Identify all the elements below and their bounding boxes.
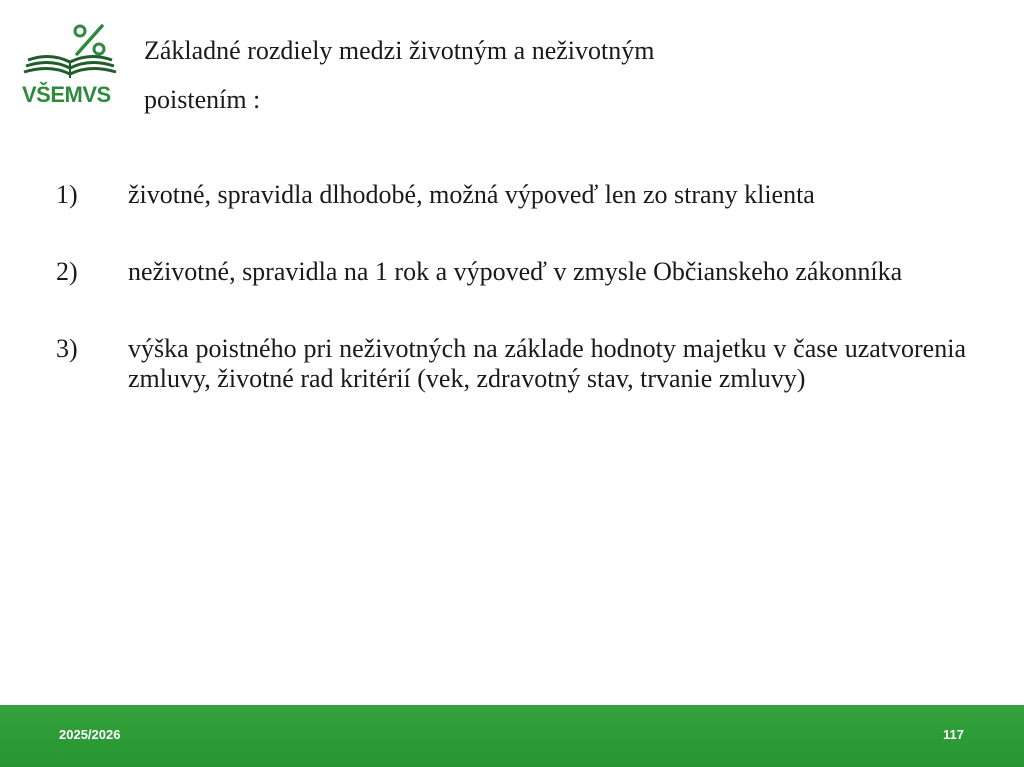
list-item-number: 3) bbox=[56, 334, 78, 363]
list-item-text: životné, spravidla dlhodobé, možná výpoveď len zo strany klienta bbox=[128, 180, 815, 209]
list-item-text: neživotné, spravidla na 1 rok a výpoveď v zmysle Občianskeho zákonníka bbox=[128, 257, 903, 286]
list-item bbox=[56, 180, 966, 210]
list-item bbox=[56, 257, 966, 287]
slide-title-line-2: poistením : bbox=[144, 85, 261, 114]
list-item-text: výška poistného pri neživotných na základe hodnoty majetku v čase uzatvorenia zmluvy, životné rad kritérií (vek, zdravotný stav, trvanie zmluvy) bbox=[128, 334, 966, 393]
slide-title bbox=[144, 26, 844, 124]
logo-text: VŠEMVS bbox=[22, 82, 111, 107]
page-number: 117 bbox=[943, 727, 964, 742]
list-item bbox=[56, 334, 966, 394]
book-percent-icon bbox=[20, 22, 120, 84]
list-item-number: 2) bbox=[56, 257, 78, 286]
vsemvs-logo bbox=[20, 22, 120, 108]
numbered-list bbox=[56, 180, 966, 441]
slide-title-line-1: Základné rozdiely medzi životným a neživotným bbox=[144, 36, 655, 65]
footer-bar bbox=[0, 705, 1024, 767]
list-item-number: 1) bbox=[56, 180, 78, 209]
footer-year: 2025/2026 bbox=[59, 727, 121, 742]
